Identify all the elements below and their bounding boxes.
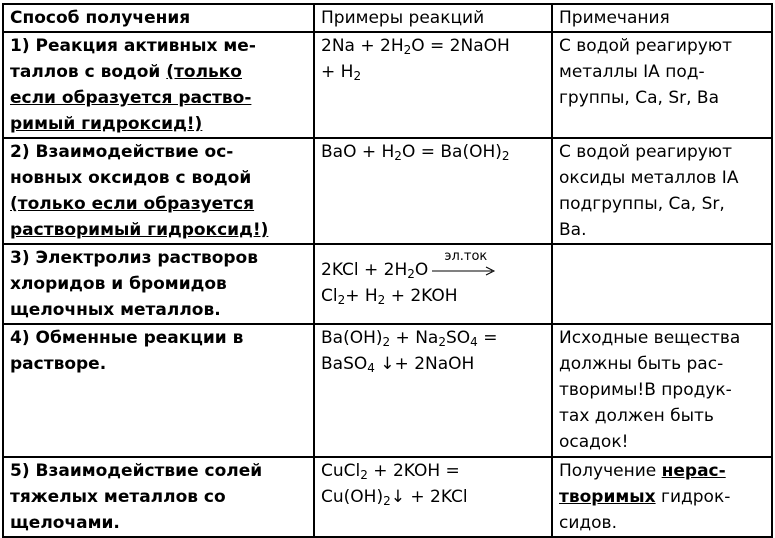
- note-line: С водой реагируют: [559, 36, 733, 56]
- eq-subscript: 4: [470, 335, 478, 349]
- note-cell: [552, 457, 772, 537]
- eq-subscript: 2: [383, 494, 391, 508]
- eq-part: O: [414, 260, 429, 280]
- eq-subscript: 2: [438, 335, 446, 349]
- method-line: 3) Электролиз растворов: [10, 248, 258, 268]
- note-line: С водой реагируют: [559, 142, 733, 162]
- note-cell: [552, 324, 772, 457]
- note-line: [559, 458, 765, 484]
- note-line: творимы!В продук-: [559, 380, 732, 400]
- note-line: Ba.: [559, 220, 587, 240]
- eq-subscript: 2: [360, 468, 368, 482]
- note-emphasis: творимых: [559, 487, 656, 507]
- eq-part: 2Na + 2H: [321, 36, 404, 56]
- example-cell: [314, 32, 552, 138]
- equation-line: [321, 283, 545, 309]
- equation-line: [321, 139, 545, 165]
- eq-part: O = 2NaOH: [411, 36, 510, 56]
- eq-part: Cl: [321, 286, 338, 306]
- table-row: [3, 138, 772, 244]
- method-cell: [3, 324, 314, 457]
- method-cell: [3, 457, 314, 537]
- eq-part: + H: [345, 286, 378, 306]
- method-condition: (только если образуется: [10, 194, 255, 214]
- method-line: щелочных металлов.: [10, 300, 221, 320]
- eq-subscript: 2: [394, 149, 402, 163]
- note-cell: [552, 32, 772, 138]
- method-line: новных оксидов с водой: [10, 168, 252, 188]
- method-cell: [3, 32, 314, 138]
- eq-subscript: 4: [367, 361, 375, 375]
- eq-part: Ba(OH): [321, 328, 383, 348]
- method-line: тяжелых металлов со: [10, 487, 226, 507]
- note-text: гидрок-: [655, 487, 731, 507]
- eq-part: CuCl: [321, 461, 361, 481]
- note-line: Исходные вещества: [559, 328, 741, 348]
- method-line: хлоридов и бромидов: [10, 274, 227, 294]
- note-line: подгруппы, Ca, Sr,: [559, 194, 725, 214]
- eq-part: BaO + H: [321, 142, 395, 162]
- method-line: 5) Взаимодействие солей: [10, 461, 263, 481]
- note-cell: [552, 244, 772, 324]
- equation-line: [321, 484, 545, 510]
- note-line: металлы IA под-: [559, 62, 705, 82]
- method-condition: если образуется раство-: [10, 88, 252, 108]
- example-cell: [314, 138, 552, 244]
- eq-subscript: 2: [353, 69, 362, 83]
- note-line: осадок!: [559, 432, 629, 452]
- header-row: [3, 4, 772, 32]
- method-condition: (только: [166, 62, 242, 82]
- eq-part: BaSO: [321, 354, 368, 374]
- method-line: щелочами.: [10, 513, 120, 533]
- method-line: [10, 59, 307, 85]
- eq-part: + H: [321, 62, 354, 82]
- eq-subscript: 2: [407, 267, 415, 281]
- eq-subscript: 2: [403, 43, 412, 57]
- eq-part: O = Ba(OH): [401, 142, 502, 162]
- header-examples: Примеры реакций: [314, 4, 552, 32]
- header-method: Способ получения: [3, 4, 314, 32]
- example-cell: [314, 244, 552, 324]
- arrow-condition-label: эл.ток: [444, 249, 488, 264]
- table-row: [3, 244, 772, 324]
- eq-subscript: 2: [501, 149, 510, 163]
- equation-line: [321, 351, 545, 377]
- method-line: 1) Реакция активных ме-: [10, 36, 256, 56]
- eq-subscript: 2: [337, 293, 346, 307]
- method-line: 4) Обменные реакции в: [10, 328, 244, 348]
- method-text: таллов с водой: [10, 62, 167, 82]
- header-notes: Примечания: [552, 4, 772, 32]
- note-line: сидов.: [559, 513, 617, 533]
- equation-line: [321, 249, 545, 283]
- eq-part: ↓+ 2NaOH: [374, 354, 475, 374]
- method-line: растворе.: [10, 354, 107, 374]
- eq-part: =: [477, 328, 498, 348]
- equation-line: [321, 33, 545, 59]
- equation-line: [321, 59, 545, 85]
- eq-part: + 2KOH =: [367, 461, 460, 481]
- note-line: тах должен быть: [559, 406, 714, 426]
- note-text: Получение: [559, 461, 662, 481]
- equation-line: [321, 458, 545, 484]
- table-row: [3, 457, 772, 537]
- right-arrow-icon: [432, 266, 496, 276]
- methods-table: [2, 3, 773, 538]
- example-cell: [314, 457, 552, 537]
- method-cell: [3, 244, 314, 324]
- eq-part: + 2KOH: [385, 286, 458, 306]
- note-line: группы, Ca, Sr, Ba: [559, 88, 720, 108]
- table-row: [3, 324, 772, 457]
- method-line: 2) Взаимодействие ос-: [10, 142, 234, 162]
- method-condition: римый гидроксид!): [10, 114, 203, 134]
- note-line: оксиды металлов IA: [559, 168, 739, 188]
- eq-subscript: 2: [382, 335, 391, 349]
- eq-part: Cu(OH): [321, 487, 384, 507]
- method-cell: [3, 138, 314, 244]
- equation-line: [321, 325, 545, 351]
- method-condition: растворимый гидроксид!): [10, 220, 269, 240]
- note-line: должны быть рас-: [559, 354, 724, 374]
- eq-part: ↓ + 2KCl: [390, 487, 468, 507]
- note-cell: [552, 138, 772, 244]
- note-emphasis: нерас-: [661, 461, 726, 481]
- eq-part: + Na: [390, 328, 439, 348]
- eq-part: 2KCl + 2H: [321, 260, 408, 280]
- eq-part: SO: [445, 328, 471, 348]
- reaction-arrow: [428, 249, 498, 283]
- eq-subscript: 2: [377, 293, 386, 307]
- table-row: [3, 32, 772, 138]
- example-cell: [314, 324, 552, 457]
- note-line: [559, 484, 765, 510]
